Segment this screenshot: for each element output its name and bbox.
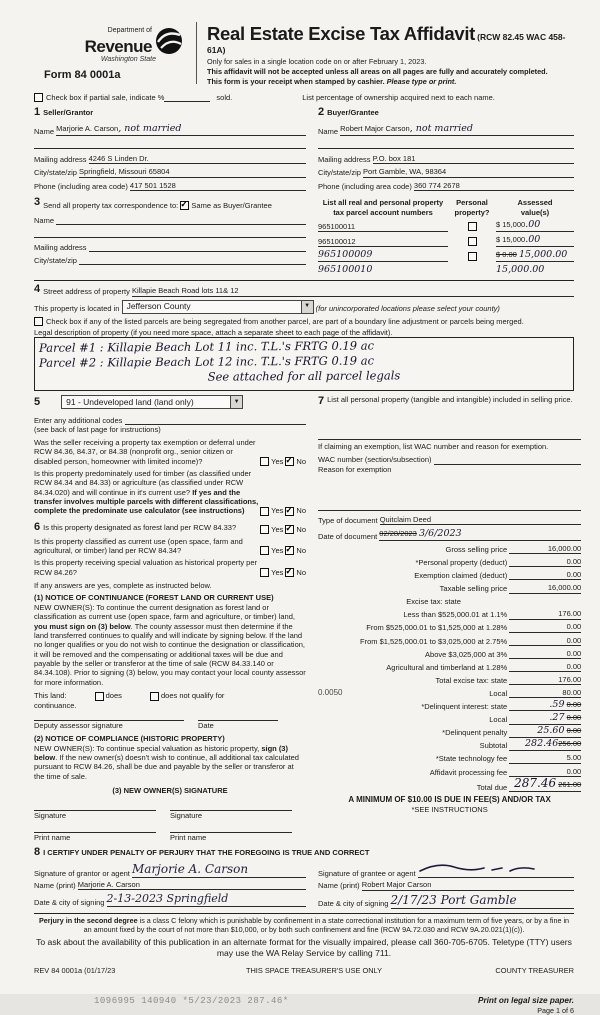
partial-sale-sold-label: sold. — [216, 93, 233, 103]
delinquent-interest-state-value[interactable]: .59 0.00 — [509, 699, 581, 712]
seller-city-value: Springfield, Missouri 65804 — [79, 167, 170, 177]
q2-yes-label: Yes — [271, 506, 284, 516]
revenue-wordmark: Revenue — [84, 36, 152, 56]
gross-selling-price-label: Gross selling price — [445, 544, 508, 554]
additional-codes-label: Enter any additional codes — [34, 416, 123, 426]
ownership-percentage-note: List percentage of ownership acquired next to each name. — [302, 93, 495, 103]
seller-phone-field[interactable] — [130, 181, 306, 191]
q3-no-checkbox[interactable] — [285, 525, 294, 534]
grantee-print-value: Robert Major Carson — [361, 880, 432, 890]
correspondence-mailing-label: Mailing address — [34, 242, 87, 252]
new-owner-print-field-1[interactable] — [34, 832, 156, 842]
buyer-name-handwritten: , not married — [409, 123, 473, 135]
parcel-3-personal-property-checkbox[interactable] — [468, 252, 477, 261]
legal-description-box[interactable] — [34, 337, 574, 391]
new-owner-print-field-2[interactable] — [170, 832, 292, 842]
wac-number-label: WAC number (section/subsection) — [318, 455, 432, 465]
buyer-city-field[interactable] — [363, 167, 574, 177]
page-number: Page 1 of 6 — [537, 1005, 574, 1015]
section-1-number: 1 — [34, 106, 41, 119]
parcel-row-1 — [318, 219, 574, 232]
q3-no-label: No — [296, 525, 306, 535]
date-of-document-label: Date of document — [318, 531, 378, 541]
right-column — [306, 395, 581, 842]
grantor-certification — [34, 860, 306, 909]
continuance-label: continuance. — [34, 700, 77, 710]
delinquent-penalty-value[interactable]: 25.60 0.00 — [509, 725, 581, 738]
q1-no-checkbox[interactable] — [285, 457, 294, 466]
perjury-bold: Perjury in the second degree — [38, 915, 138, 925]
legal-description-line-3: See attached for all parcel legals — [207, 368, 401, 385]
seller-name-value: Marjorie A. Carson — [56, 124, 119, 134]
see-instructions-note: *SEE INSTRUCTIONS — [411, 804, 488, 814]
exemption-claimed-label: Exemption claimed (deduct) — [414, 571, 508, 581]
seller-name-field[interactable] — [56, 123, 306, 136]
section-6-number: 6 — [34, 520, 41, 533]
seller-phone-value: 417 501 1528 — [129, 180, 176, 190]
parcel-number-4-handwritten[interactable]: 965100010 — [318, 264, 373, 276]
grantor-signature-label: Signature of grantor or agent — [34, 868, 130, 878]
print-legal-note: Print on legal size paper. — [477, 995, 574, 1005]
personal-property-intro: List all personal property (tangible and intangible) included in selling price. — [327, 395, 573, 405]
department-of-label: Department of — [107, 27, 152, 35]
parcel-list — [306, 196, 574, 276]
grantee-date-handwritten: 2/17/23 Port Gamble — [390, 892, 517, 907]
segregated-checkbox[interactable] — [34, 317, 43, 326]
street-address-value: Killapie Beach Road lots 11& 12 — [131, 286, 239, 296]
parcel-4-assessed-value[interactable]: 15,000.00 — [496, 264, 545, 276]
parcel-number-1[interactable]: 965100011 — [318, 222, 448, 232]
seller-mailing-label: Mailing address — [34, 155, 87, 165]
seller-mailing-field[interactable] — [89, 154, 306, 164]
q4-yes-checkbox[interactable] — [260, 546, 269, 555]
local-tax-label: Local — [489, 688, 508, 698]
tier-3-value[interactable]: 0.00 — [509, 636, 581, 646]
state-technology-fee-label: *State technology fee — [435, 754, 508, 764]
assessed-values-header: Assessed — [517, 198, 553, 208]
section-1-title: Seller/Grantor — [43, 108, 94, 118]
notice-continuance-bold: you must sign on (3) below — [34, 621, 131, 631]
county-note: (for unincorporated locations please select your county) — [315, 304, 500, 314]
current-use-question: Is this property classified as current use (open space, farm and agricultural, or timber) land per RCW 84.34? — [34, 536, 243, 555]
buyer-phone-value: 360 774 2678 — [413, 180, 460, 190]
delinquent-interest-local-label: Local — [489, 715, 508, 725]
parcel-1-personal-property-checkbox[interactable] — [468, 222, 477, 231]
buyer-mailing-field[interactable] — [373, 154, 574, 164]
type-of-document-value: Quitclaim Deed — [379, 514, 431, 524]
q2-yes-checkbox[interactable] — [260, 507, 269, 516]
grantor-signature-script: Marjorie A. Carson — [132, 862, 249, 877]
q4-yes-label: Yes — [271, 545, 284, 555]
q3-yes-checkbox[interactable] — [260, 525, 269, 534]
grantor-print-field[interactable] — [78, 880, 306, 890]
section-1-seller — [34, 106, 306, 191]
delinquent-interest-state-label: *Delinquent interest: state — [421, 702, 508, 712]
subtotal-label: Subtotal — [479, 741, 508, 751]
treasurer-space-label: THIS SPACE TREASURER'S USE ONLY — [245, 966, 383, 976]
county-dropdown[interactable] — [122, 300, 314, 314]
date-of-document-field[interactable] — [379, 528, 581, 541]
local-rate-value: 0.0050 — [318, 688, 343, 698]
new-owner-signature-field-2[interactable] — [170, 810, 292, 820]
correspondence-mailing-field[interactable] — [89, 242, 306, 252]
q1-yes-label: Yes — [271, 456, 284, 466]
agricultural-timberland-value[interactable]: 0.00 — [509, 662, 581, 672]
correspondence-city-field[interactable] — [79, 255, 306, 265]
correspondence-name-label: Name — [34, 215, 55, 225]
agricultural-timberland-label: Agricultural and timberland at 1.28% — [386, 662, 508, 672]
tier-1-label: Less than $525,000.01 at 1.1% — [403, 610, 508, 620]
wac-number-field[interactable] — [434, 455, 582, 465]
dor-logo-block — [34, 20, 184, 83]
notice-compliance-title: (2) NOTICE OF COMPLIANCE (HISTORIC PROPERTY) — [34, 734, 225, 744]
grantor-date-label: Date & city of signing — [34, 897, 105, 907]
grantee-signature-field[interactable] — [418, 862, 574, 878]
q4-no-label: No — [296, 545, 306, 555]
form-title-rcw: (RCW 82.45 WAC 458-61A) — [207, 32, 566, 56]
personal-property-header-2: property? — [454, 207, 490, 217]
date-of-document-struck: 02/28/2023 — [379, 529, 417, 539]
notice-continuance-text-b: . The county assessor must then determine if the land transferred continues to qualify and will indicate by signing below. If the land no longer qualifies or you do not wish to continue the designation or classification, it will be removed and the compensating or additional taxes will be due and payable by the seller or transferor at the time of sale (RCW 84.33.140 or 84.34.108). Prior to signing (3) below, you may contact your local county assessor for more information. — [34, 621, 306, 687]
additional-codes-field[interactable] — [125, 415, 307, 425]
q3-yes-label: Yes — [271, 525, 284, 535]
notice-compliance-bold: sign (3) below — [34, 743, 288, 763]
section-2-buyer — [306, 106, 574, 191]
land-use-code-value: 91 - Undeveloped land (land only) — [66, 397, 194, 408]
tier-4-label: Above $3,025,000 at 3% — [425, 649, 508, 659]
signature-label-2: Signature — [170, 810, 203, 820]
q2-no-checkbox[interactable] — [285, 507, 294, 516]
section-7-number: 7 — [318, 395, 325, 408]
see-back-note: (see back of last page for instructions) — [34, 425, 161, 435]
partial-sale-label: Check box if partial sale, indicate % — [46, 93, 165, 103]
section-4-property — [34, 283, 574, 392]
parcel-number-3-handwritten[interactable]: 965100009 — [318, 249, 448, 262]
buyer-phone-field[interactable] — [414, 181, 574, 191]
type-of-document-field[interactable] — [380, 515, 581, 525]
seller-phone-label: Phone (including area code) — [34, 181, 128, 191]
state-technology-fee-value[interactable]: 5.00 — [509, 753, 581, 763]
certify-statement: I CERTIFY UNDER PENALTY OF PERJURY THAT THE FOREGOING IS TRUE AND CORRECT — [43, 848, 370, 858]
total-excise-state-label: Total excise tax: state — [435, 675, 508, 685]
buyer-name-field-2[interactable] — [318, 139, 574, 149]
land-does-label: does — [105, 691, 122, 701]
legal-description-label: Legal description of property (if you need more space, attach a separate sheet to each page of the affidavit). — [34, 328, 393, 338]
tier-2-label: From $525,000.01 to $1,525,000 at 1.28% — [366, 623, 508, 633]
parcel-row-4 — [318, 264, 574, 276]
same-as-buyer-checkbox[interactable] — [180, 201, 189, 210]
tier-2-value[interactable]: 0.00 — [509, 622, 581, 632]
taxable-selling-price-label: Taxable selling price — [439, 584, 508, 594]
buyer-phone-label: Phone (including area code) — [318, 181, 412, 191]
grantee-signature-label: Signature of grantee or agent — [318, 869, 416, 879]
form-number: Form 84 0001a — [44, 69, 121, 82]
seller-name-label: Name — [34, 126, 55, 136]
grantor-print-value: Marjorie A. Carson — [77, 880, 140, 890]
washington-state-label: Washington State — [100, 56, 156, 64]
seller-city-field[interactable] — [79, 167, 306, 177]
notice-continuance-text-a: NEW OWNER(S): To continue the current designation as forest land or classification as current use (open space, farm and agriculture, or timber) land, — [34, 602, 295, 622]
grantor-print-label: Name (print) — [34, 881, 76, 891]
minimum-due-note: A MINIMUM OF $10.00 IS DUE IN FEE(S) AND/OR TAX — [348, 794, 551, 804]
land-does-not-checkbox[interactable] — [150, 692, 159, 701]
seller-name-handwritten: , not married — [118, 123, 182, 135]
county-dropdown-value: Jefferson County — [126, 301, 191, 312]
personal-property-deduct-label: *Personal property (deduct) — [415, 558, 508, 568]
buyer-name-label: Name — [318, 126, 339, 136]
q5-yes-label: Yes — [271, 567, 284, 577]
grantor-date-handwritten: 2-13-2023 Springfield — [106, 892, 229, 906]
county-treasurer-label: COUNTY TREASURER — [495, 966, 574, 976]
land-does-not-label: does not qualify for — [160, 691, 225, 701]
buyer-mailing-label: Mailing address — [318, 155, 371, 165]
exemption-claimed-value[interactable]: 0.00 — [509, 570, 581, 580]
revenue-swirl-logo-icon — [154, 26, 184, 58]
q4-no-checkbox[interactable] — [285, 546, 294, 555]
land-use-dropdown-arrow-icon[interactable]: ▼ — [230, 396, 242, 408]
section-3-title: Send all property tax correspondence to: — [43, 200, 179, 210]
taxable-selling-price-value[interactable]: 16,000.00 — [509, 583, 581, 593]
delinquent-interest-local-value[interactable]: .27 0.00 — [509, 712, 581, 725]
header-note-3-italic: Please type or print. — [386, 76, 457, 86]
grantor-signature-field[interactable] — [132, 862, 306, 878]
tier-3-label: From $1,525,000.01 to $3,025,000 at 2.75% — [360, 636, 508, 646]
buyer-city-value: Port Gamble, WA, 98364 — [363, 167, 447, 177]
deputy-date-field[interactable] — [198, 720, 278, 730]
tier-1-value[interactable]: 176.00 — [509, 609, 581, 619]
left-column — [34, 395, 306, 842]
q1-yes-checkbox[interactable] — [260, 457, 269, 466]
grantee-print-label: Name (print) — [318, 881, 360, 891]
gross-selling-price-value[interactable]: 16,000.00 — [509, 544, 581, 554]
located-in-label: This property is located in — [34, 304, 120, 314]
header-note-2: This affidavit will not be accepted unless all areas on all pages are fully and accurately completed. — [207, 66, 548, 76]
parcel-numbers-header: List all real and personal property tax parcel account numbers — [322, 198, 444, 217]
land-does-checkbox[interactable] — [95, 692, 104, 701]
header-note-3: This form is your receipt when stamped by cashier. — [207, 76, 387, 86]
timber-agriculture-question-bold: If yes and the transfer involves multiple parcels with different classifications, complete the predominate use calculator (see instructions) — [34, 487, 259, 516]
total-excise-state-value[interactable]: 176.00 — [509, 675, 581, 685]
parcel-2-personal-property-checkbox[interactable] — [468, 237, 477, 246]
deputy-assessor-label: Deputy assessor signature — [34, 720, 123, 730]
this-land-label: This land: — [34, 691, 67, 701]
q5-no-checkbox[interactable] — [285, 568, 294, 577]
partial-sale-checkbox[interactable] — [34, 93, 43, 102]
section-8-number: 8 — [34, 846, 41, 859]
grantor-date-field[interactable] — [107, 892, 306, 907]
section-5-number: 5 — [34, 395, 41, 408]
correspondence-city-label: City/state/zip — [34, 255, 77, 265]
subtotal-value[interactable]: 282.46256.00 — [509, 738, 581, 751]
personal-property-header: Personal — [456, 198, 488, 208]
affidavit-processing-fee-value[interactable]: 0.00 — [509, 767, 581, 777]
assessed-values-header-2: value(s) — [520, 207, 550, 217]
partial-sale-percent-field[interactable] — [164, 101, 210, 102]
county-dropdown-arrow-icon[interactable]: ▼ — [301, 301, 313, 313]
buyer-city-label: City/state/zip — [318, 168, 361, 178]
q5-no-label: No — [296, 567, 306, 577]
notice-compliance-text-b: . If the new owner(s) doesn't wish to continue, all additional tax calculated pursuant to RCW 84.26, shall be due and payable by the seller or transferor at the time of sale. — [34, 753, 299, 781]
parcel-row-3 — [318, 249, 574, 262]
grantee-date-label: Date & city of signing — [318, 899, 389, 909]
header-note-1: Only for sales in a single location code on or after February 1, 2023. — [207, 56, 427, 66]
alternate-format-note: To ask about the availability of this publication in an alternate format for the visually impaired, please call 360-705-6705. Teletype (TTY) users may use the WA Relay Service by calling 711. — [36, 936, 572, 958]
form-header — [34, 20, 574, 86]
timber-agriculture-question: Is this property predominately used for timber (as classified under RCW 84.34 and 84.33) or agriculture (as classified under RCW 84.34.020) and will continue in it's current use? — [34, 468, 252, 497]
notice-compliance-text-a: NEW OWNER(S): To continue special valuation as historic property, — [34, 743, 262, 753]
q1-no-label: No — [296, 456, 306, 466]
local-tax-value[interactable]: 80.00 — [509, 688, 581, 698]
cashier-stamp: 1096995 140940 *5/23/2023 287.46* — [94, 995, 289, 1006]
section-4-number: 4 — [34, 282, 41, 295]
tier-4-value[interactable]: 0.00 — [509, 649, 581, 659]
notice-continuance-title: (1) NOTICE OF CONTINUANCE (FOREST LAND OR CURRENT USE) — [34, 593, 274, 603]
seller-mailing-value: 4246 S Linden Dr. — [88, 154, 149, 164]
parcel-1-assessed-value[interactable]: $ 15,000.00 — [496, 219, 574, 232]
signature-label-1: Signature — [34, 810, 67, 820]
q5-yes-checkbox[interactable] — [260, 568, 269, 577]
personal-property-deduct-value[interactable]: 0.00 — [509, 557, 581, 567]
grantee-print-field[interactable] — [362, 880, 574, 890]
perjury-note — [34, 916, 574, 934]
seller-name-field-2[interactable] — [34, 139, 306, 149]
deputy-assessor-signature-field[interactable] — [34, 720, 184, 730]
q2-no-label: No — [296, 506, 306, 516]
segregated-label: Check box if any of the listed parcels are being segregated from another parcel, are part of a boundary line adjustment or parcels being merged. — [46, 316, 524, 326]
excise-tax-state-subhead: Excise tax: state — [406, 597, 461, 607]
notice-compliance-body — [34, 744, 306, 782]
new-owner-signature-field-1[interactable] — [34, 810, 156, 820]
perjury-rest: is a class C felony which is punishable by confinement in a state correctional institution for a maximum term of five years, or by a fine in an amount fixed by the court of not more than $10,000, or by both such confinement and fine (RCW 9A.72.030 and RCW 9A.20.021(1)(c)). — [83, 915, 570, 934]
notice-continuance-body — [34, 603, 306, 687]
correspondence-name-field[interactable] — [56, 215, 306, 225]
legal-description-line-1: Parcel #1 : Killapie Beach Lot 11 inc. T.L.'s FRTG 0.19 ac — [38, 338, 375, 356]
exemption-deferral-question: Was the seller receiving a property tax exemption or deferral under RCW 84.36, 84.37, or 84.38 (nonprofit org., senior citizen or disabled person, homeowner with limited income)? — [34, 437, 256, 466]
affidavit-processing-fee-label: Affidavit processing fee — [429, 767, 508, 777]
rev-number: REV 84 0001a (01/17/23 — [34, 966, 116, 976]
answers-yes-note: If any answers are yes, complete as instructed below. — [34, 581, 212, 591]
form-title: Real Estate Excise Tax Affidavit — [207, 23, 476, 44]
forest-land-question: Is this property designated as forest land per RCW 84.33? — [43, 522, 237, 532]
historical-property-question: Is this property receiving special valuation as historical property per RCW 84.26? — [34, 558, 258, 577]
parcel-3-assessed-value[interactable]: $ 0.00 15,000.00 — [496, 249, 574, 262]
section-2-number: 2 — [318, 106, 325, 119]
exemption-note: If claiming an exemption, list WAC number and reason for exemption. — [318, 439, 581, 451]
street-address-field[interactable] — [132, 286, 574, 296]
grantee-signature-scribble — [418, 868, 538, 877]
print-name-label-1: Print name — [34, 832, 71, 842]
print-name-label-2: Print name — [170, 832, 207, 842]
reason-exemption-label: Reason for exemption — [318, 464, 392, 474]
land-use-code-dropdown[interactable] — [61, 395, 243, 409]
buyer-name-field[interactable] — [340, 123, 574, 136]
grantee-certification — [306, 860, 574, 909]
new-owner-signature-title: (3) NEW OWNER(S) SIGNATURE — [112, 786, 228, 796]
section-3-correspondence — [34, 196, 306, 276]
total-due-label: Total due — [476, 782, 508, 792]
type-of-document-label: Type of document — [318, 515, 378, 525]
date-of-document-handwritten: 3/6/2023 — [418, 528, 462, 540]
grantee-date-field[interactable] — [391, 893, 574, 909]
section-3-number: 3 — [34, 196, 41, 209]
same-as-buyer-label: Same as Buyer/Grantee — [191, 200, 272, 210]
parcel-row-2 — [318, 234, 574, 247]
buyer-mailing-value: P.O. box 181 — [372, 154, 416, 164]
seller-city-label: City/state/zip — [34, 168, 77, 178]
legal-description-line-2: Parcel #2 : Killapie Beach Lot 12 inc. T.L.'s FRTG 0.19 ac — [38, 353, 375, 371]
header-divider — [196, 22, 197, 84]
deputy-date-label: Date — [198, 720, 214, 730]
street-address-label: Street address of property — [43, 287, 130, 297]
parcel-2-assessed-value[interactable]: $ 15,000.00 — [496, 234, 574, 247]
parcel-number-2[interactable]: 965100012 — [318, 237, 448, 247]
buyer-name-value: Robert Major Carson — [340, 124, 410, 134]
total-due-value[interactable]: 287.46 261.00 — [509, 776, 581, 792]
delinquent-penalty-label: *Delinquent penalty — [442, 728, 508, 738]
section-2-title: Buyer/Grantee — [327, 108, 379, 118]
correspondence-name-field-2[interactable] — [34, 228, 306, 238]
